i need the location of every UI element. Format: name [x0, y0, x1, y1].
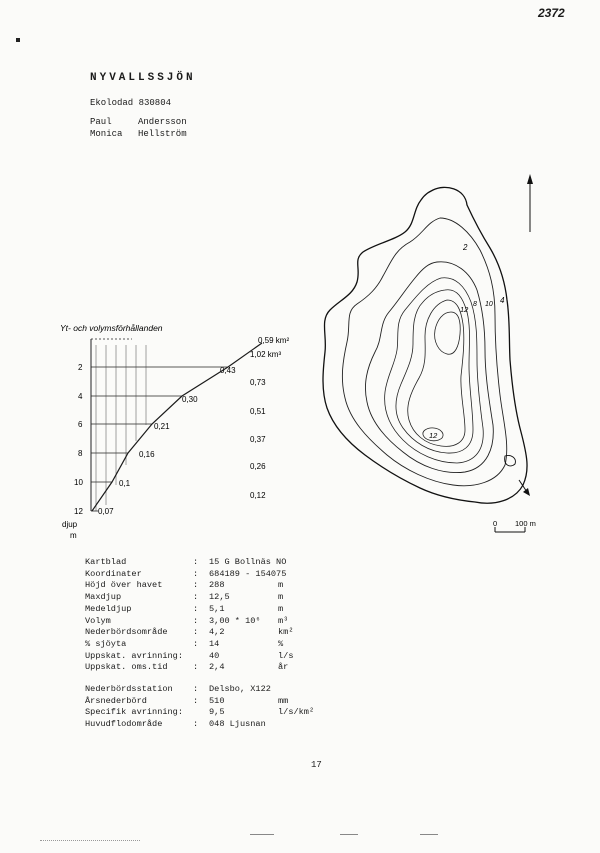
- north-arrow-head: [527, 174, 533, 184]
- area-label-10: 0,1: [119, 479, 131, 488]
- volume-label-5: 0,12: [250, 491, 266, 500]
- surveyor-1-first: Paul: [90, 117, 112, 127]
- map-depth-12-lower: 12: [429, 431, 438, 440]
- depth-label: djup: [62, 520, 78, 529]
- contour-12-upper: [435, 312, 461, 354]
- stat-row: Kartblad : 15 G Bollnäs NO: [85, 557, 287, 567]
- area-label-4: 0,30: [182, 395, 198, 404]
- stat-row: Uppskat. avrinning: 40 l/s: [85, 650, 294, 661]
- volume-label-0: 1,02 km³: [250, 350, 282, 359]
- contour-2: [342, 218, 506, 486]
- area-label-8: 0,16: [139, 450, 155, 459]
- stat-row: Medeldjup : 5,1 m: [85, 603, 284, 614]
- map-depth-4: 4: [500, 296, 505, 305]
- page-number: 17: [311, 760, 322, 770]
- surveyor-2-first: Monica: [90, 129, 123, 139]
- stat-row: Årsnederbörd : 510 mm: [85, 695, 289, 706]
- scale-end: 100 m: [515, 519, 536, 528]
- depth-tick-8: 8: [78, 449, 83, 458]
- stat-row: Maxdjup : 12,5 m: [85, 592, 284, 603]
- depth-tick-4: 4: [78, 392, 83, 401]
- stat-row: % sjöyta : 14 %: [85, 638, 284, 649]
- area-curve: [92, 343, 262, 511]
- lake-stats-table: [85, 557, 385, 687]
- area-label-6: 0,21: [154, 422, 170, 431]
- stat-row: Koordinater : 684189 - 154075: [85, 568, 287, 579]
- outlet-arrow-head: [523, 488, 530, 496]
- area-label-0: 0,59 km²: [258, 336, 290, 345]
- stat-row: Uppskat. oms.tid : 2,4 år: [85, 662, 289, 673]
- surveyor-1-last: Andersson: [138, 117, 187, 127]
- contour-10: [408, 300, 465, 446]
- map-depth-12-upper: 12: [460, 305, 469, 314]
- area-label-12: 0,07: [98, 507, 114, 516]
- surveyor-2-last: Hellström: [138, 129, 187, 139]
- map-depth-10: 10: [485, 301, 493, 308]
- map-depth-2: 2: [463, 243, 468, 252]
- volume-label-4: 0,26: [250, 462, 266, 471]
- bathymetric-map: [305, 170, 595, 540]
- stat-row: Höjd över havet : 288 m: [85, 580, 284, 591]
- precip-stats-table: [85, 684, 385, 734]
- volume-label-3: 0,37: [250, 435, 266, 444]
- scan-artifact: [250, 834, 274, 835]
- map-depth-8: 8: [473, 301, 477, 308]
- depth-tick-10: 10: [74, 478, 83, 487]
- depth-tick-12: 12: [74, 507, 83, 516]
- stat-row: Nederbördsområde : 4,2 km²: [85, 627, 294, 638]
- volume-label-2: 0,51: [250, 407, 266, 416]
- stat-row: Huvudflodområde : 048 Ljusnan: [85, 719, 266, 730]
- stat-row: Specifik avrinning: 9,5 l/s/km²: [85, 707, 315, 718]
- scan-artifact: [340, 834, 358, 835]
- area-volume-graph: [40, 315, 330, 545]
- area-label-2: 0,43: [220, 366, 236, 375]
- depth-unit: m: [70, 531, 77, 540]
- depth-tick-2: 2: [78, 363, 83, 372]
- survey-date: Ekolodad 830804: [90, 98, 172, 108]
- stat-row: Nederbördsstation : Delsbo, X122: [85, 684, 271, 694]
- graph-title: Yt- och volymsförhållanden: [60, 323, 163, 333]
- stat-row: Volym : 3,00 * 10⁶ m³: [85, 615, 289, 626]
- depth-tick-6: 6: [78, 420, 83, 429]
- punch-mark: [16, 38, 20, 42]
- contour-4: [365, 262, 493, 473]
- scan-artifact: [420, 834, 438, 835]
- scan-artifact: [40, 840, 140, 842]
- volume-label-1: 0,73: [250, 378, 266, 387]
- lake-title: NYVALLSSJÖN: [90, 72, 196, 84]
- scale-zero: 0: [493, 519, 498, 528]
- page-code: 2372: [538, 6, 565, 20]
